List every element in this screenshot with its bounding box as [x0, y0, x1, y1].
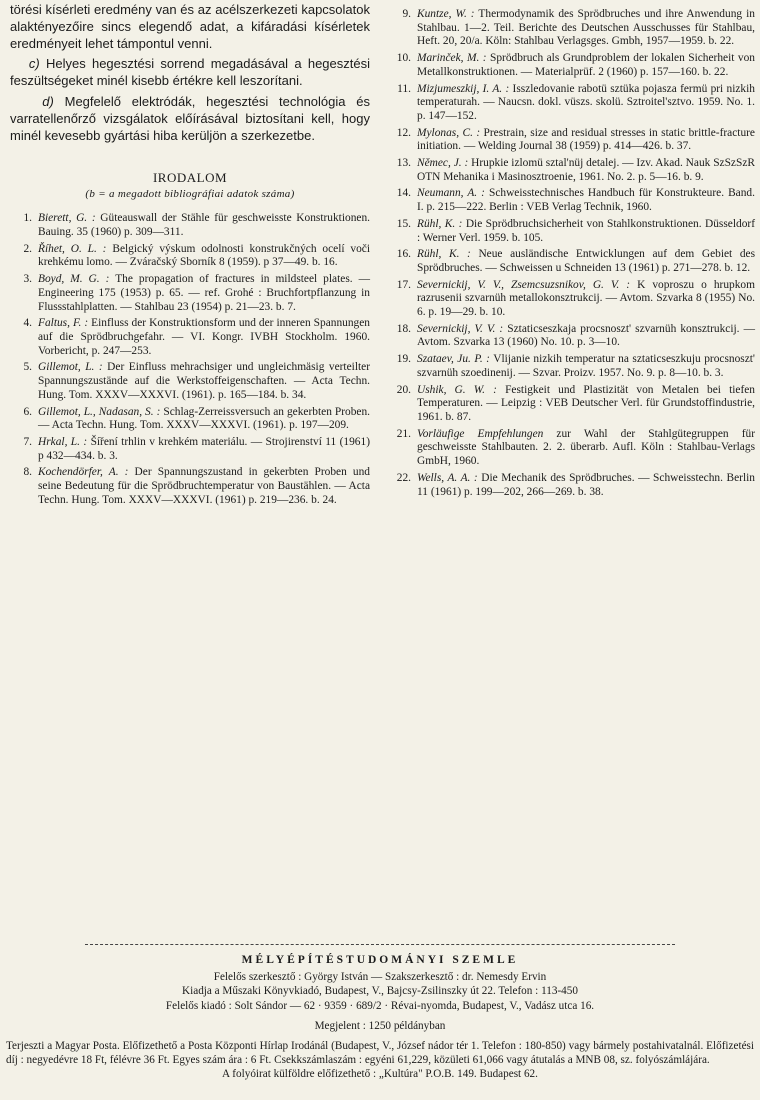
reference-number: 19. [396, 353, 411, 366]
reference-author: Gillemot, L. : [38, 361, 103, 374]
reference-item [385, 83, 755, 124]
reference-body [417, 187, 755, 214]
reference-item [10, 273, 370, 314]
reference-body [417, 428, 755, 469]
colophon-editors: Felelős szerkesztő : György István — Szakszerkesztő : dr. Nemesdy Ervin [213, 971, 547, 984]
reference-author: Neumann, A. : [417, 187, 485, 200]
reference-number: 18. [396, 322, 411, 335]
reference-number: 2. [23, 242, 32, 255]
reference-body [417, 472, 755, 499]
reference-item [385, 472, 755, 499]
reference-body [417, 248, 755, 275]
reference-number: 1. [23, 212, 32, 225]
reference-number: 3. [23, 273, 32, 286]
reference-body [417, 8, 755, 49]
reference-body [417, 279, 755, 320]
reference-body [38, 436, 370, 463]
reference-number: 6. [23, 405, 32, 418]
reference-item [10, 243, 370, 270]
reference-body [417, 323, 755, 350]
reference-number: 9. [402, 8, 411, 20]
reference-author: Vorläufige Empfehlungen [417, 427, 544, 440]
colophon-foreign: A folyóirat külföldre előfizethető : „Kultúra" P.O.B. 149. Budapest 62. [222, 1068, 538, 1081]
reference-body [38, 212, 370, 239]
colophon-subscription: Terjeszti a Magyar Posta. Előfizethető a Posta Központi Hírlap Irodánál (Budapest, V., József nádor tér 1. Telefon : 180-850) vagy bármely postahivatalnál. Előfizetési díj : negyedévre 18 Ft, félévre 36 Ft. Egyes szám ára : 6 Ft. Csekkszámlaszám : egyéni 61,229, közületi 61,066 vagy átutalás a MNB 08, sz. folyószámlájára. [6, 1040, 754, 1067]
reference-text: Einfluss der Konstruktionsform und der inneren Spannungen auf die Sprödbruchgefahr. — VI. Kongr. IVBH Stockholm. 1960. Vorbericht, p. 247—253. [38, 317, 370, 357]
bibliography-subheading: (b = a megadott bibliográfiai adatok száma) [85, 188, 295, 201]
reference-item [385, 187, 755, 214]
colophon [0, 944, 760, 1082]
reference-item [385, 157, 755, 184]
reference-author: Rühl, K. : [417, 217, 463, 230]
reference-author: Mizjumeszkij, I. A. : [417, 82, 510, 95]
reference-body [38, 243, 370, 270]
left-column [10, 2, 370, 510]
reference-number: 12. [396, 126, 411, 139]
colophon-print-run: Megjelent : 1250 példányban [314, 1019, 446, 1032]
paragraph-intro [10, 2, 370, 52]
reference-author: Kochendörfer, A. : [38, 466, 129, 479]
reference-author: Severnickij, V. V., Zsemcsuzsnikov, G. V. : [417, 278, 631, 291]
reference-author: Gillemot, L., Nadasan, S. : [38, 405, 161, 418]
reference-body [417, 52, 755, 79]
reference-body [38, 361, 370, 402]
reference-item [385, 218, 755, 245]
reference-item [10, 212, 370, 239]
reference-author: Faltus, F. : [38, 317, 89, 330]
reference-number: 20. [396, 383, 411, 396]
reference-body [38, 317, 370, 358]
reference-number: 4. [23, 317, 32, 330]
reference-number: 22. [396, 471, 411, 484]
reference-body [417, 157, 755, 184]
reference-text: Sprödbruch als Grundproblem der lokalen Sicherheit von Metallkonstruktionen. — Materialprüf. 2 (1960) p. 157—160. b. 22. [417, 52, 755, 78]
reference-item [385, 8, 755, 49]
journal-title: MÉLYÉPÍTÉSTUDOMÁNYI SZEMLE [241, 954, 519, 966]
reference-author: Severnickij, V. V. : [417, 322, 504, 335]
paragraph-c-text: Helyes hegesztési sorrend megadásával a hegesztési feszültségeket minél kisebb értékre kell leszorítani. [10, 56, 370, 89]
reference-text: Hrupkie izlomü sztal'nüj detalej. — Izv. Akad. Nauk SzSzSzR OTN Mehanika i Masinosztroenie, 1961. No. 2. p. 5—16. b. 9. [417, 157, 755, 183]
paragraph-d-text: Megfelelő elektródák, hegesztési technológia és varratellenőrző vizsgálatok előírásával biztosítani kell, hogy minél kevesebb gyártási hiba kerüljön a szerkezetbe. [10, 93, 370, 143]
reference-body [417, 384, 755, 425]
reference-text: Güteauswall der Stähle für geschweisste Konstruktionen. Bauing. 35 (1960) p. 309—311. [38, 212, 370, 239]
reference-item [10, 406, 370, 433]
paragraph-d [10, 94, 370, 144]
reference-number: 10. [396, 52, 411, 65]
reference-number: 5. [23, 361, 32, 374]
reference-author: Marinček, M. : [417, 52, 487, 65]
reference-item [10, 436, 370, 463]
reference-item [10, 361, 370, 402]
reference-author: Szataev, Ju. P. : [417, 353, 490, 366]
reference-item [385, 428, 755, 469]
reference-text: Neue ausländische Entwicklungen auf dem Gebiet des Sprödbruches. — Schweissen u Schneiden 13 (1961) p. 271—278. b. 12. [417, 248, 756, 274]
reference-number: 15. [396, 217, 411, 230]
reference-item [10, 466, 370, 507]
paragraph-c [10, 56, 370, 90]
reference-item [385, 384, 755, 425]
reference-text: The propagation of fractures in mildsteel plates. — Engineering 175 (1953) p. 65. — ref. Grohé : Bruchfortpflanzung in Flussstahlplatten. — Stahlbau 23 (1954) p. 21—23. b. 7. [38, 273, 370, 313]
reference-text: Schweisstechnisches Handbuch für Konstrukteure. Band. I. p. 215—222. Berlin : VEB Verlag Technik, 1960. [417, 187, 755, 214]
reference-number: 7. [23, 435, 32, 448]
reference-text: Sztaticseszkaja procsnoszt' szvarnüh konsztrukcij. — Avtom. Szvarka 13 (1960) No. 10. p. 3—10. [417, 322, 755, 349]
reference-author: Rühl, K. : [417, 248, 471, 261]
reference-text: Der Spannungszustand in gekerbten Proben und seine Bedeutung für die Sprödbruchtemperatur von Baustählen. — Acta Techn. Hung. Tom. XXXV—XXXVI. (1961) p. 219—236. b. 24. [38, 466, 370, 506]
reference-item [385, 248, 755, 275]
reference-text: Vlijanie nizkih temperatur na sztaticseszkuju procsnoszt' szvarnüh szoedinenij. — Szvar. Proizv. 1957. No. 9. p. 8—10. b. 3. [417, 353, 755, 379]
reference-number: 14. [396, 187, 411, 200]
reference-text: Prestrain, size and residual stresses in static brittle-fracture initiation. — Welding Journal 38 (1959) p. 414—426. b. 37. [417, 126, 755, 153]
paragraph-d-marker: d) [42, 93, 54, 109]
reference-item [10, 317, 370, 358]
reference-author: Wells, A. A. : [417, 471, 478, 484]
paragraph-c-marker: c) [28, 56, 40, 72]
right-column [385, 8, 755, 502]
reference-text: zur Wahl der Stahlgütegruppen für geschweisste Stahlbauten. 2. 2. überarb. Aufl. Köln : Stahlbau-Verlags GmbH, 1960. [417, 427, 755, 468]
reference-author: Hrkal, L. : [38, 435, 88, 448]
reference-number: 16. [396, 248, 411, 261]
reference-item [385, 52, 755, 79]
reference-list-right [385, 8, 755, 499]
reference-number: 11. [397, 82, 411, 95]
paragraph-intro-text: törési kísérleti eredmény van és az acélszerkezeti kapcsolatok alaktényezőire sincs elegendő adat, a kifáradási kísérletek eredményeit lehet támpontul venni. [10, 2, 370, 51]
reference-list-left [10, 212, 370, 507]
colophon-responsible: Felelős kiadó : Solt Sándor — 62 · 9359 · 689/2 · Révai-nyomda, Budapest, V., Vadász utca 16. [165, 999, 595, 1012]
reference-text: Isszledovanie rabotü sztüka pojasza fermü pri nizkih temperaturah. — Naucsn. dokl. vüszs. skolü. Sztroitel'sztvo. 1959. No. 1. p. 147—152. [417, 82, 755, 122]
reference-author: Říhet, O. L. : [38, 242, 107, 255]
reference-body [417, 218, 755, 245]
reference-text: Belgický výskum odolnosti konstrukčných ocelí voči krehkému lomo. — Zváračský Sborník 8 (1959). p 37—49. b. 16. [38, 242, 370, 269]
reference-author: Ushik, G. W. : [417, 383, 497, 396]
reference-body [417, 83, 755, 124]
reference-body [417, 127, 755, 154]
reference-text: Die Sprödbruchsicherheit von Stahlkonstruktionen. Düsseldorf : Werner Verl. 1959. b. 105. [417, 217, 755, 244]
reference-item [385, 323, 755, 350]
colophon-divider [85, 944, 675, 945]
reference-text: K voproszu o hrupkom razrusenii szvarnüh metallokonsztrukcij. — Avtom. Szvarka 8 (1955) No. 6. p. 19—29. b. 10. [417, 278, 755, 319]
reference-text: Schlag-Zerreissversuch an gekerbten Proben. — Acta Techn. Hung. Tom. XXXV—XXXVI. (1961). p. 197—209. [38, 405, 370, 432]
reference-body [38, 466, 370, 507]
reference-number: 8. [23, 466, 32, 479]
colophon-publisher: Kiadja a Műszaki Könyvkiadó, Budapest, V., Bajcsy-Zsilinszky út 22. Telefon : 113-450 [182, 985, 578, 998]
reference-author: Kuntze, W. : [417, 8, 475, 20]
reference-text: Festigkeit und Plastizität von Metalen bei tiefen Temperaturen. — Leipzig : VEB Deutscher Verl. für Grundstoffindustrie, 1961. b. 87. [417, 383, 755, 423]
reference-number: 21. [396, 427, 411, 440]
reference-number: 17. [396, 278, 411, 291]
reference-author: Němec, J. : [417, 157, 469, 170]
bibliography-heading: IRODALOM [152, 170, 228, 186]
reference-text: Šíření trhlin v krehkém materiálu. — Strojirenství 11 (1961) p 432—434. b. 3. [38, 435, 370, 462]
reference-text: Die Mechanik des Sprödbruches. — Schweisstechn. Berlin 11 (1961) p. 199—202, 266—269. b. 38. [417, 471, 755, 498]
reference-body [38, 406, 370, 433]
reference-text: Der Einfluss mehrachsiger und ungleichmäsig verteilter Spannungszustände auf die Werkstoffeigenschaften. — Acta Techn. Hung. Tom. XXXV—XXXVI. (1961). p. 165—184. b. 34. [38, 361, 370, 401]
reference-number: 13. [396, 157, 411, 170]
reference-body [38, 273, 370, 314]
reference-author: Bierett, G. : [38, 212, 96, 225]
reference-author: Mylonas, C. : [417, 126, 481, 139]
reference-author: Boyd, M. G. : [38, 273, 110, 286]
reference-item [385, 127, 755, 154]
reference-body [417, 353, 755, 380]
reference-item [385, 279, 755, 320]
reference-item [385, 353, 755, 380]
reference-text: Thermodynamik des Sprödbruches und ihre Anwendung in Stahlbau. 1—2. Teil. Berichte des Deutschen Ausschusses für Stahlbau, Heft. 20, 20/a. Köln: Stahlbau Verlagsges. Gmbh, 1957—1959. b. 22. [417, 8, 755, 48]
